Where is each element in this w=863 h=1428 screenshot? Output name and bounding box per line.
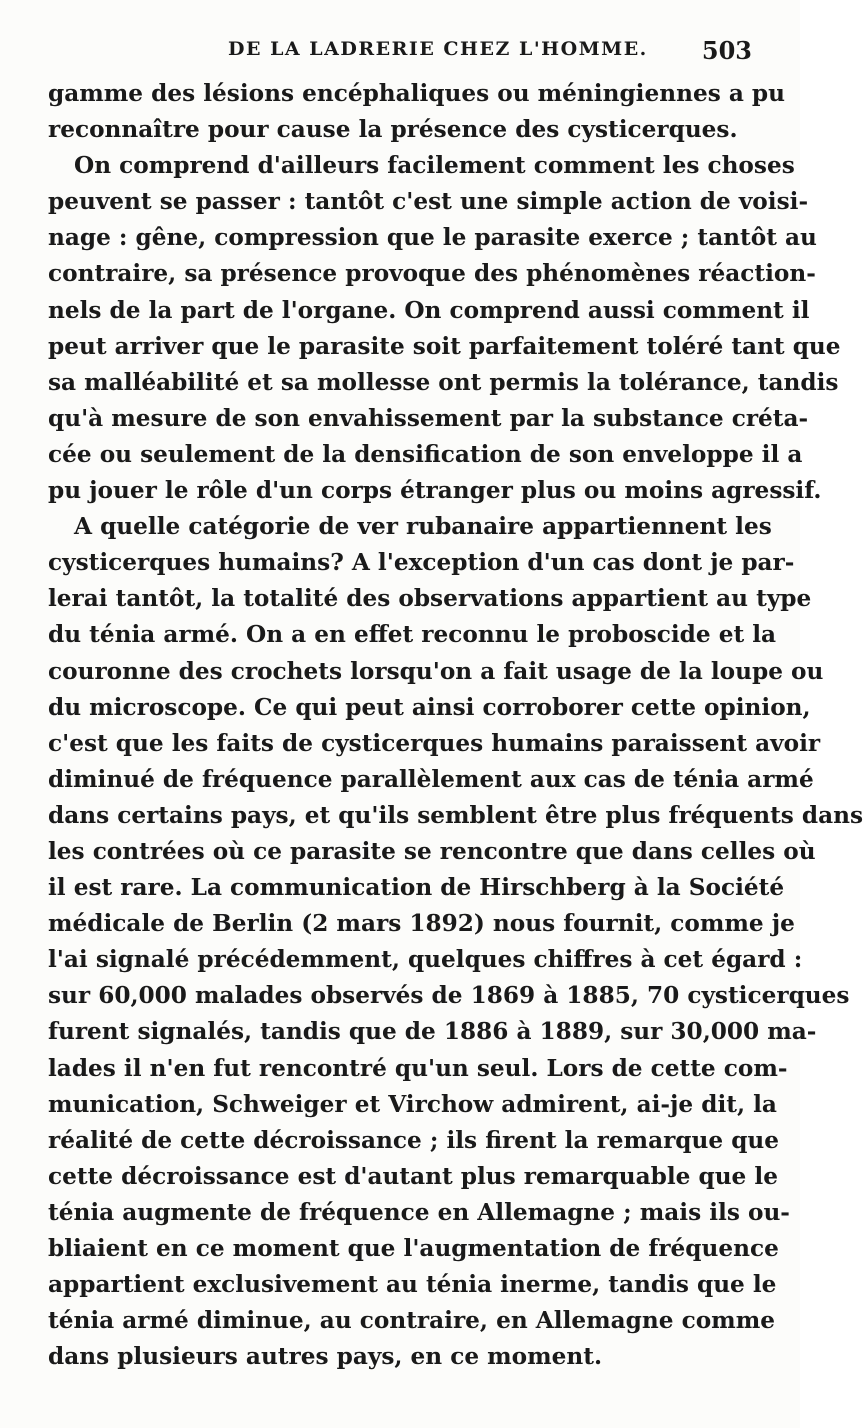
text-line: ténia armé diminue, au contraire, en Allemagne comme — [48, 1307, 775, 1335]
text-line: couronne des crochets lorsqu'on a fait usage de la loupe ou — [48, 657, 824, 685]
text-line: appartient exclusivement au ténia inerme, tandis que le — [48, 1271, 777, 1299]
text-line: bliaient en ce moment que l'augmentation de fréquence — [48, 1235, 779, 1262]
text-line: du ténia armé. On a en effet reconnu le proboscide et la — [48, 621, 777, 649]
text-line: nage : gêne, compression que le parasite exerce ; tantôt au — [48, 224, 817, 252]
text-line: les contrées où ce parasite se rencontre que dans celles où — [48, 837, 816, 865]
text-line: ténia augmente de fréquence en Allemagne ; mais ils ou- — [48, 1198, 790, 1226]
text-line: lerai tantôt, la totalité des observations appartient au type — [48, 585, 812, 613]
text-line: On comprend d'ailleurs facilement comment les choses — [74, 152, 795, 180]
text-line: contraire, sa présence provoque des phénomènes réaction- — [48, 260, 816, 288]
text-line: sur 60,000 malades observés de 1869 à 1885, 70 cysticerques — [48, 982, 850, 1010]
text-line: nels de la part de l'organe. On comprend aussi comment il — [48, 296, 810, 324]
page-number: 503 — [701, 36, 752, 65]
running-head — [48, 34, 752, 70]
text-line: l'ai signalé précédemment, quelques chiffres à cet égard : — [48, 946, 803, 974]
text-line: dans plusieurs autres pays, en ce moment. — [48, 1343, 603, 1371]
text-line: cée ou seulement de la densification de son enveloppe il a — [48, 440, 803, 468]
text-line: il est rare. La communication de Hirschberg à la Société — [48, 874, 785, 902]
text-line: c'est que les faits de cysticerques humains paraissent avoir — [48, 729, 821, 757]
text-line: A quelle catégorie de ver rubanaire appartiennent les — [74, 513, 772, 541]
text-line: sa malléabilité et sa mollesse ont permis la tolérance, tandis — [48, 368, 839, 396]
text-line: du microscope. Ce qui peut ainsi corroborer cette opinion, — [48, 693, 811, 721]
text-line: lades il n'en fut rencontré qu'un seul. Lors de cette com- — [48, 1054, 788, 1082]
text-line: cysticerques humains? A l'exception d'un cas dont je par- — [48, 549, 795, 577]
text-line: qu'à mesure de son envahissement par la substance créta- — [48, 404, 809, 432]
text-line: munication, Schweiger et Virchow admirent, ai-je dit, la — [48, 1090, 777, 1118]
text-line: furent signalés, tandis que de 1886 à 1889, sur 30,000 ma- — [48, 1018, 817, 1046]
text-line: reconnaître pour cause la présence des cysticerques. — [48, 116, 738, 144]
text-line: réalité de cette décroissance ; ils firent la remarque que — [48, 1126, 780, 1154]
text-line: peut arriver que le parasite soit parfaitement toléré tant que — [48, 332, 841, 360]
body-text — [48, 76, 863, 1375]
text-line: pu jouer le rôle d'un corps étranger plus ou moins agressif. — [48, 477, 822, 505]
text-line: peuvent se passer : tantôt c'est une simple action de voisi- — [48, 188, 809, 216]
text-line: cette décroissance est d'autant plus remarquable que le — [48, 1162, 778, 1190]
text-line: diminué de fréquence parallèlement aux cas de ténia armé — [48, 765, 814, 793]
text-line: médicale de Berlin (2 mars 1892) nous fournit, comme je — [48, 910, 795, 938]
text-line: dans certains pays, et qu'ils semblent être plus fréquents dans — [48, 801, 863, 829]
running-title: DE LA LADRERIE CHEZ L'HOMME. — [228, 38, 648, 60]
text-line: gamme des lésions encéphaliques ou méningiennes a pu — [48, 80, 785, 107]
